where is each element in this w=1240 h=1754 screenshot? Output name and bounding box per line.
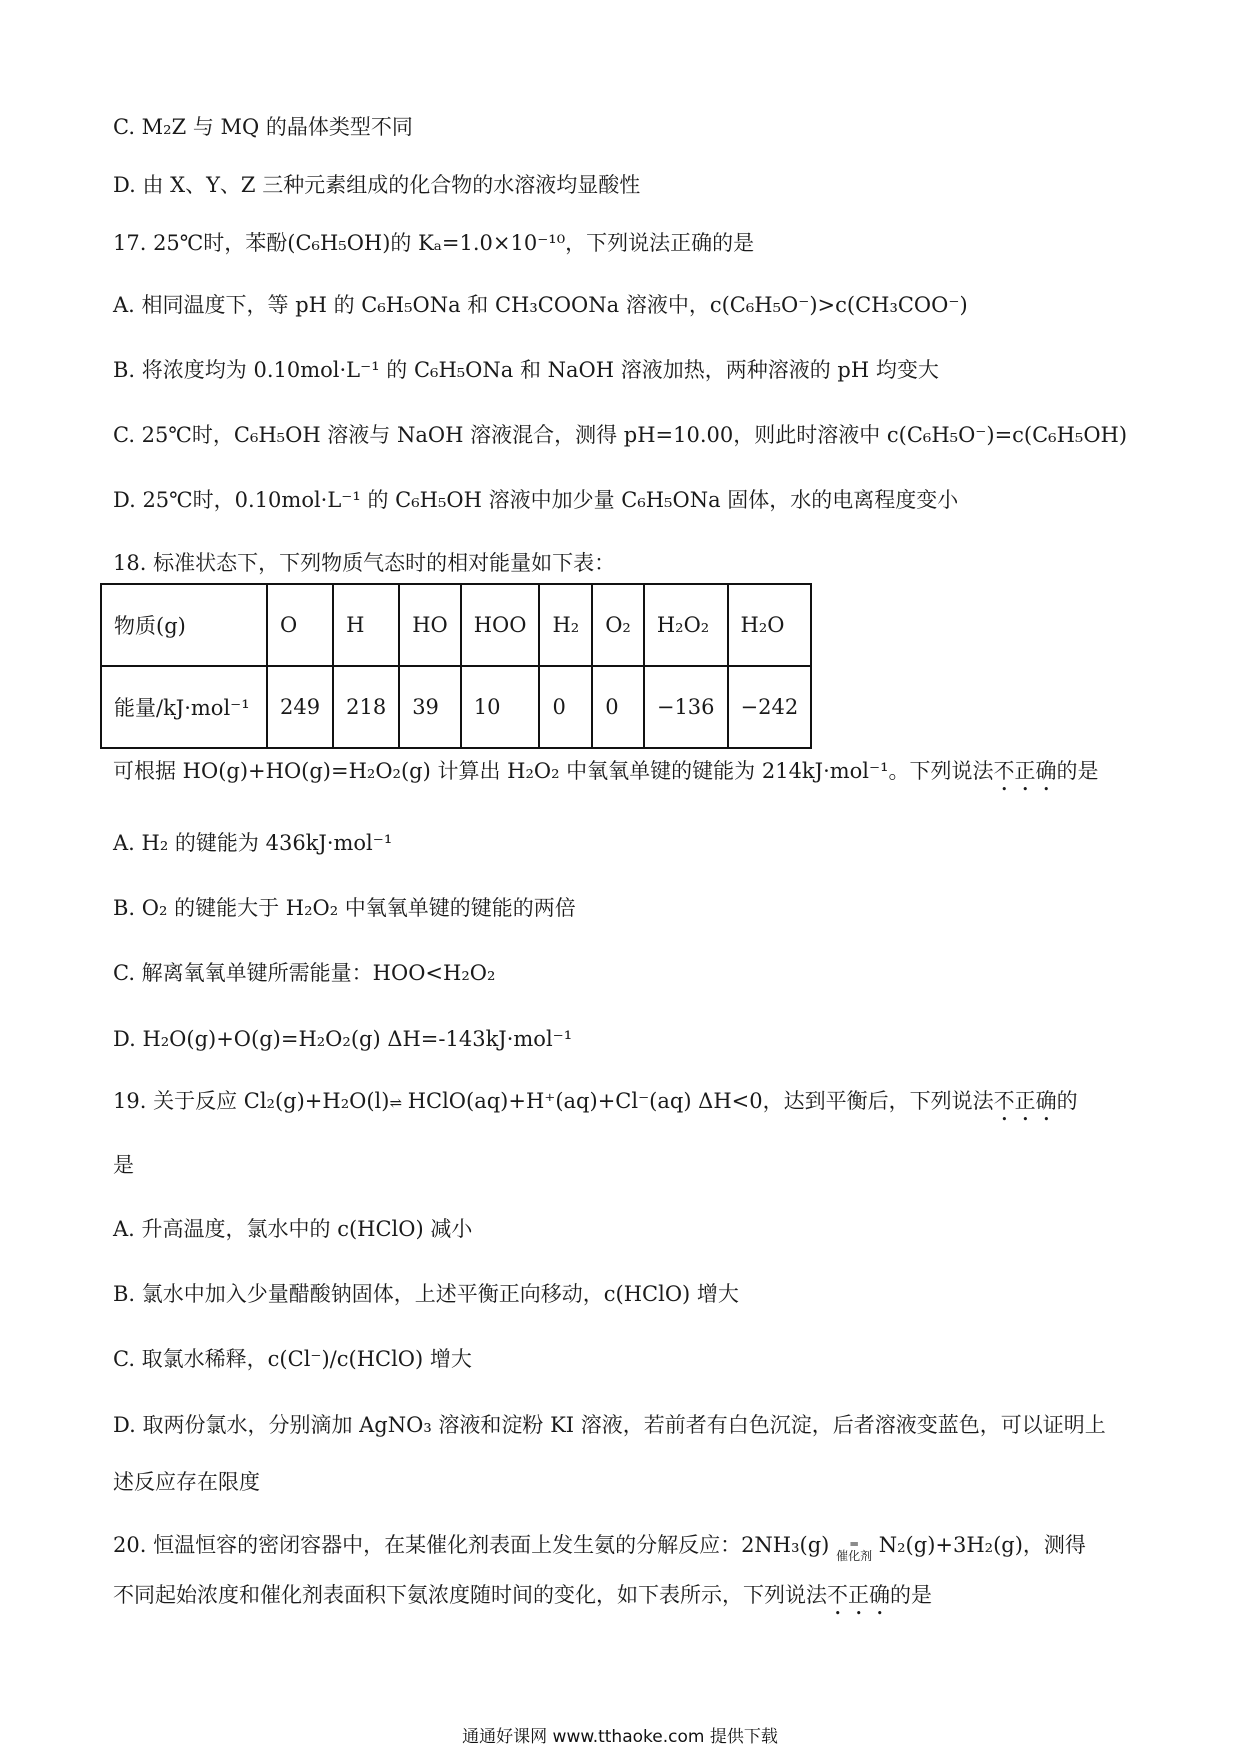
- q19-stem-mid: HClO(aq)+H⁺(aq)+Cl⁻(aq) ΔH<0，达到平衡后，下列说法: [401, 1089, 994, 1113]
- table-cell: O₂: [592, 584, 644, 666]
- q18-option-b: B. O₂ 的键能大于 H₂O₂ 中氧氧单键的键能的两倍: [113, 896, 576, 920]
- table-cell: 10: [461, 666, 540, 748]
- page-footer: 通通好课网 www.tthaoke.com 提供下载: [462, 1727, 778, 1747]
- q17-option-b: B. 将浓度均为 0.10mol·L⁻¹ 的 C₆H₅ONa 和 NaOH 溶液加热，两种溶液的 pH 均变大: [113, 358, 939, 382]
- table-cell: 物质(g): [101, 584, 267, 666]
- q19-stem: [113, 1086, 1130, 1126]
- q16-option-d: D. 由 X、Y、Z 三种元素组成的化合物的水溶液均显酸性: [113, 173, 641, 197]
- table-cell: H: [333, 584, 399, 666]
- q20-stem-end: N₂(g)+3H₂(g)，测得: [878, 1533, 1086, 1557]
- table-cell: −242: [728, 666, 812, 748]
- q18-stem: 18. 标准状态下，下列物质气态时的相对能量如下表：: [113, 551, 616, 575]
- q17-stem: 17. 25℃时，苯酚(C₆H₅OH)的 Kₐ=1.0×10⁻¹⁰，下列说法正确的是: [113, 231, 755, 255]
- table-cell: 能量/kJ·mol⁻¹: [101, 666, 267, 748]
- q18-option-a: A. H₂ 的键能为 436kJ·mol⁻¹: [113, 831, 393, 855]
- q19-stem-continued: 是: [113, 1153, 134, 1177]
- table-cell: HOO: [461, 584, 540, 666]
- table-cell: −136: [644, 666, 728, 748]
- table-cell: 218: [333, 666, 399, 748]
- table-cell: O: [267, 584, 333, 666]
- emphasis-text: 不正确: [993, 1089, 1057, 1113]
- q19-option-d: D. 取两份氯水，分别滴加 AgNO₃ 溶液和淀粉 KI 溶液，若前者有白色沉淀，后者溶液变蓝色，可以证明上: [113, 1413, 1106, 1437]
- q18-note-end: 的是: [1056, 759, 1099, 783]
- equilibrium-arrow-icon: ⇌: [389, 1094, 402, 1112]
- q18-note: [113, 756, 1130, 796]
- q17-option-c: C. 25℃时，C₆H₅OH 溶液与 NaOH 溶液混合，测得 pH=10.00，则此时溶液中 c(C₆H₅O⁻)=c(C₆H₅OH): [113, 423, 1128, 447]
- energy-table: [100, 583, 812, 749]
- q18-note-text: 可根据 HO(g)+HO(g)=H₂O₂(g) 计算出 H₂O₂ 中氧氧单键的键能为 214kJ·mol⁻¹。下列说法: [113, 759, 994, 783]
- q19-option-a: A. 升高温度，氯水中的 c(HClO) 减小: [113, 1217, 473, 1241]
- catalyst-label: 催化剂: [836, 1549, 873, 1563]
- energy-table-header-row: [101, 584, 811, 666]
- table-cell: 0: [539, 666, 592, 748]
- energy-table-value-row: [101, 666, 811, 748]
- q17-option-d: D. 25℃时，0.10mol·L⁻¹ 的 C₆H₅OH 溶液中加少量 C₆H₅ONa 固体，水的电离程度变小: [113, 488, 959, 512]
- table-cell: H₂: [539, 584, 592, 666]
- q20-line2-end: 的是: [890, 1583, 932, 1607]
- emphasis-text: 不正确: [827, 1583, 890, 1607]
- table-cell: H₂O₂: [644, 584, 728, 666]
- q17-option-a: A. 相同温度下，等 pH 的 C₆H₅ONa 和 CH₃COONa 溶液中，c(C₆H₅O⁻)>c(CH₃COO⁻): [113, 293, 968, 317]
- q20-line2-text: 不同起始浓度和催化剂表面积下氨浓度随时间的变化，如下表所示，下列说法: [113, 1583, 827, 1607]
- q20-stem-text: 20. 恒温恒容的密闭容器中，在某催化剂表面上发生氨的分解反应：2NH₃(g): [113, 1533, 830, 1557]
- q19-stem-end: 的: [1056, 1089, 1078, 1113]
- q20-stem-line2: [113, 1580, 1130, 1620]
- emphasis-text: 不正确: [993, 759, 1057, 783]
- q19-stem-text: 19. 关于反应 Cl₂(g)+H₂O(l): [113, 1089, 390, 1113]
- table-cell: 249: [267, 666, 333, 748]
- catalyst-arrow-icon: ═ 催化剂: [836, 1537, 873, 1563]
- q16-option-c: C. M₂Z 与 MQ 的晶体类型不同: [113, 115, 413, 139]
- q19-option-c: C. 取氯水稀释，c(Cl⁻)/c(HClO) 增大: [113, 1347, 472, 1371]
- q19-option-b: B. 氯水中加入少量醋酸钠固体，上述平衡正向移动，c(HClO) 增大: [113, 1282, 739, 1306]
- table-cell: HO: [399, 584, 461, 666]
- table-cell: H₂O: [728, 584, 812, 666]
- q18-option-d: D. H₂O(g)+O(g)=H₂O₂(g) ΔH=-143kJ·mol⁻¹: [113, 1027, 573, 1051]
- q20-stem: [113, 1530, 1130, 1562]
- q18-option-c: C. 解离氧氧单键所需能量：HOO<H₂O₂: [113, 961, 496, 985]
- table-cell: 0: [592, 666, 644, 748]
- table-cell: 39: [399, 666, 461, 748]
- q19-option-d-cont: 述反应存在限度: [113, 1470, 260, 1494]
